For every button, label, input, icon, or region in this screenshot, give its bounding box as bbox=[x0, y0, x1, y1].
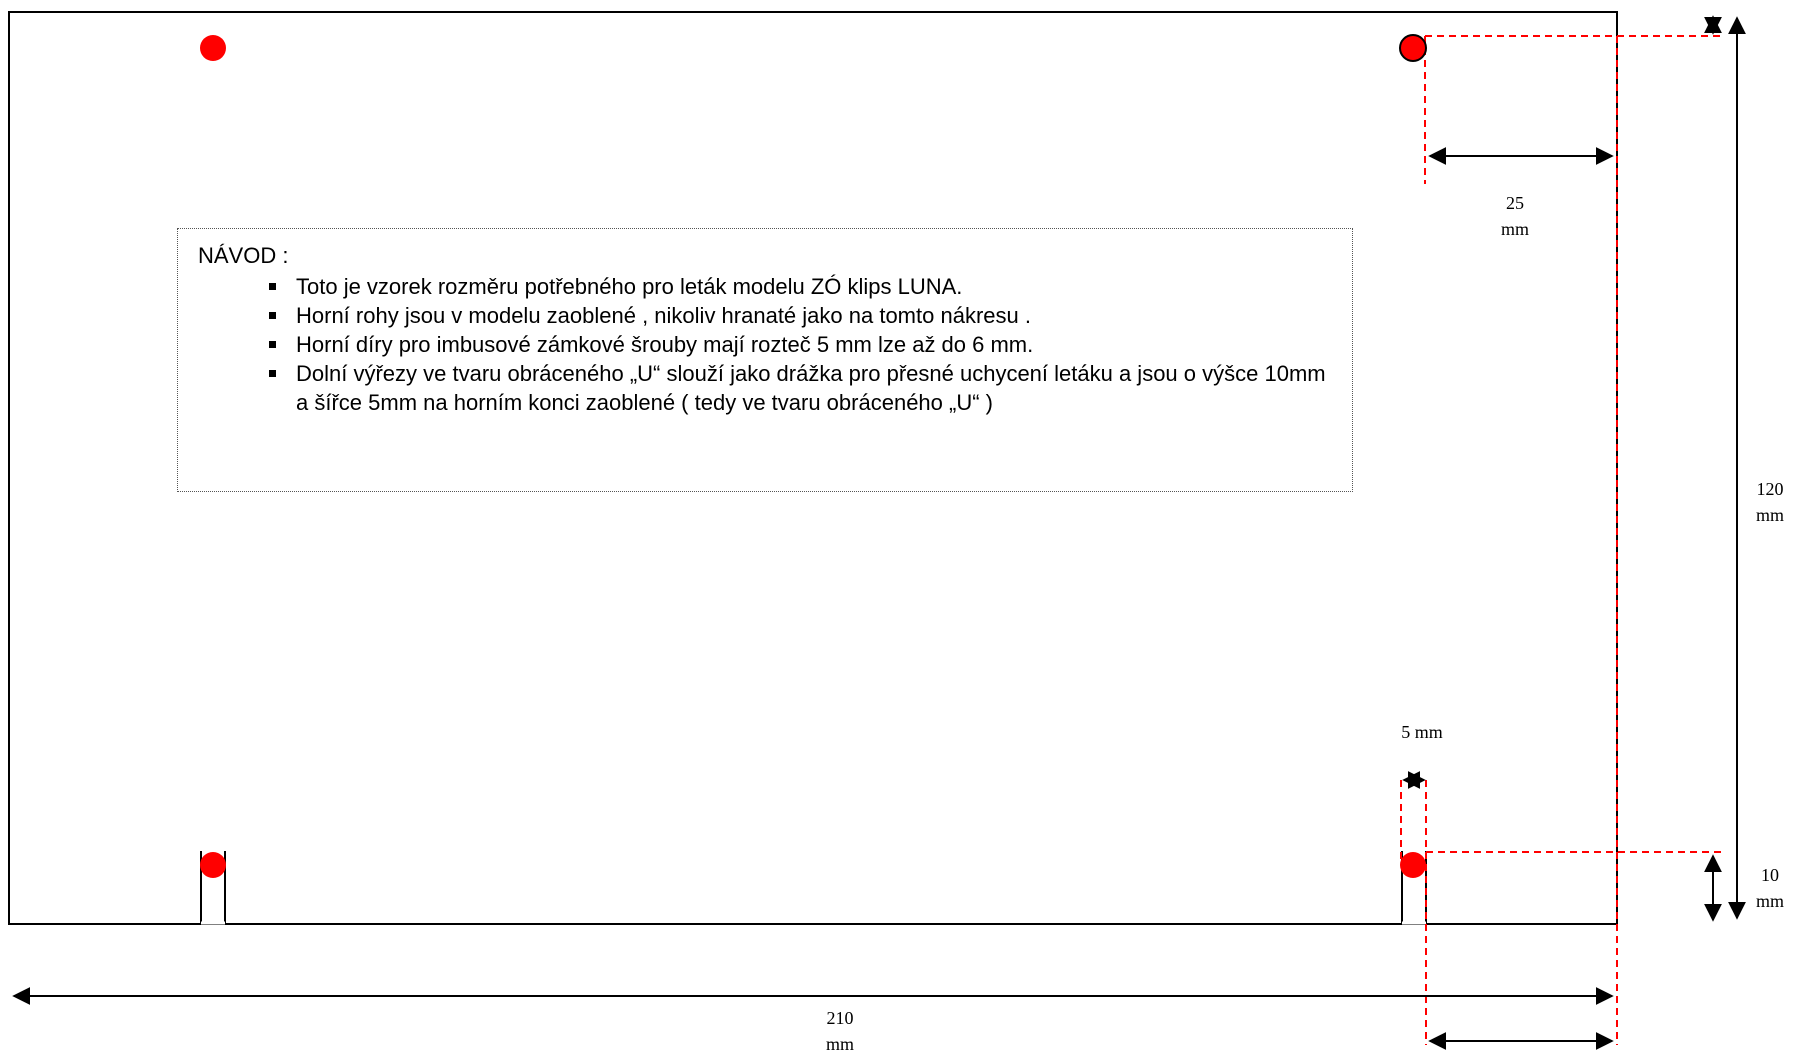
hole-bottom-left bbox=[200, 852, 226, 878]
hole-top-right bbox=[1400, 35, 1426, 61]
label-height: 120 mm bbox=[1755, 479, 1784, 525]
instructions-list bbox=[198, 272, 1332, 417]
instruction-item: Dolní výřezy ve tvaru obráceného „U“ slouží jako drážka pro přesné uchycení letáku a jsou o výšce 10mm a šířce 5mm na horním konci zaoblené ( tedy ve tvaru obráceného „U“ ) bbox=[218, 359, 1332, 417]
hole-top-left bbox=[200, 35, 226, 61]
bullet-icon bbox=[269, 283, 276, 290]
instructions-title: NÁVOD : bbox=[198, 243, 289, 268]
bullet-icon bbox=[269, 370, 276, 377]
label-hole-inset: 25 mm bbox=[1500, 193, 1529, 239]
instructions-box bbox=[177, 228, 1353, 492]
instruction-item: Horní rohy jsou v modelu zaoblené , nikoliv hranaté jako na tomto nákresu . bbox=[218, 301, 1332, 330]
bullet-icon bbox=[269, 341, 276, 348]
bullet-icon bbox=[269, 312, 276, 319]
label-slot-width: 5 mm bbox=[1401, 722, 1443, 742]
instruction-item: Toto je vzorek rozměru potřebného pro leták modelu ZÓ klips LUNA. bbox=[218, 272, 1332, 301]
label-slot-height: 10 mm bbox=[1755, 865, 1784, 911]
label-width: 210 mm bbox=[825, 1008, 854, 1054]
instruction-item: Horní díry pro imbusové zámkové šrouby mají rozteč 5 mm lze až do 6 mm. bbox=[218, 330, 1332, 359]
hole-bottom-right bbox=[1400, 852, 1426, 878]
